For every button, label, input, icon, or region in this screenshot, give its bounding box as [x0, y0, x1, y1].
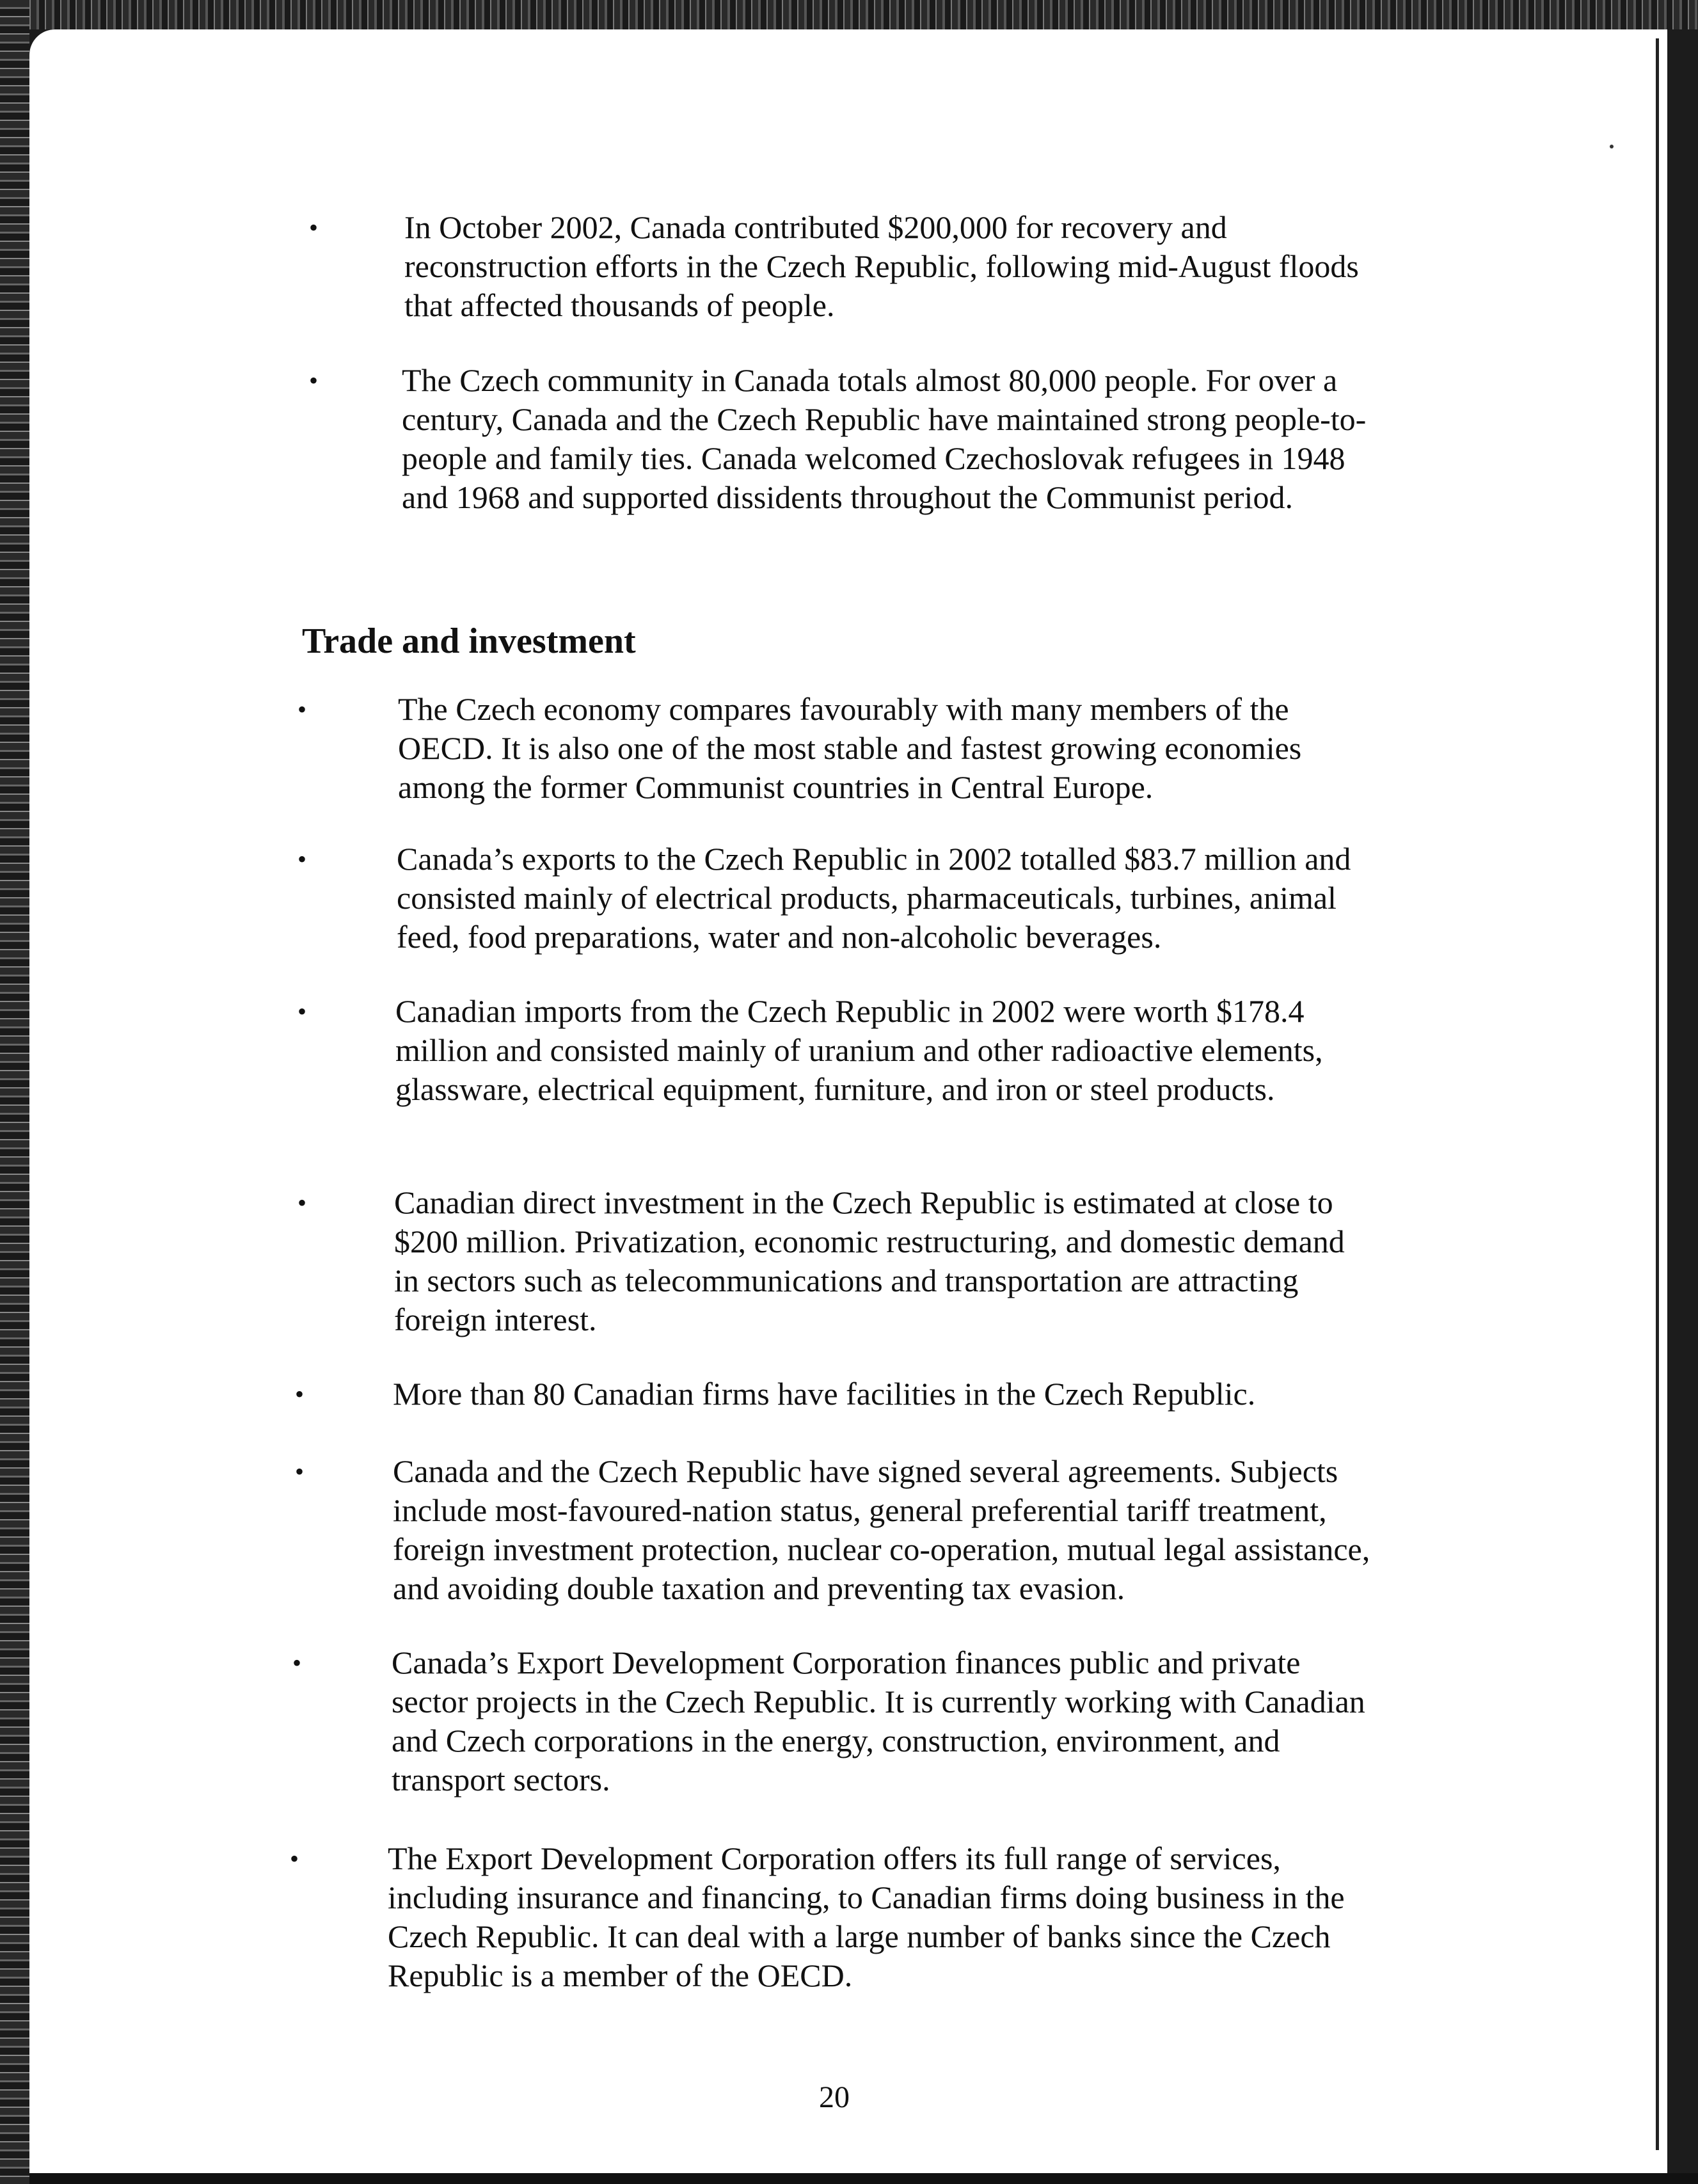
list-item: Canadian imports from the Czech Republic in 2002 were worth $178.4 million and consisted mainly of uranium and other radioactive elements, glassware, electrical equipment, furniture, and iron or steel products.: [395, 993, 1323, 1107]
list-item: Canada and the Czech Republic have signed several agreements. Subjects include most-favoured-nation status, general preferential tariff treatment, foreign investment protection, nuclear co-operation, mutual legal assistance, and avoiding double taxation and preventing tax evasion.: [393, 1453, 1370, 1606]
bullet-marker: •: [309, 366, 319, 395]
bullet-marker: •: [295, 1457, 305, 1486]
list-item: More than 80 Canadian firms have facilities in the Czech Republic.: [393, 1376, 1256, 1412]
list-item: In October 2002, Canada contributed $200,000 for recovery and reconstruction efforts in the Czech Republic, following mid-August floods that affected thousands of people.: [404, 209, 1359, 323]
page-number: 20: [819, 2080, 850, 2114]
bullet-marker: •: [295, 1380, 305, 1408]
bullet-marker: •: [298, 845, 307, 873]
bullet-marker: •: [298, 1188, 307, 1217]
bullet-marker: •: [309, 213, 319, 242]
list-item: Canada’s exports to the Czech Republic in 2002 totalled $83.7 million and consisted mainly of electrical products, pharmaceuticals, turbines, animal feed, food preparations, water and non-alcoholic beverages.: [397, 841, 1351, 955]
bullet-marker: •: [298, 695, 307, 724]
list-item: The Czech community in Canada totals almost 80,000 people. For over a century, Canada and the Czech Republic have maintained strong people-to-people and family ties. Canada welcomed Czechoslovak refugees in 1948 and 1968 and supported dissidents throughout the Communist period.: [402, 362, 1367, 515]
list-item: Canada’s Export Development Corporation finances public and private sector projects in the Czech Republic. It is currently working with Canadian and Czech corporations in the energy, construction, environment, and transport sectors.: [392, 1645, 1365, 1797]
list-item: The Export Development Corporation offers its full range of services, including insurance and financing, to Canadian firms doing business in the Czech Republic. It can deal with a large number of banks since the Czech Republic is a member of the OECD.: [388, 1840, 1345, 1993]
bullet-marker: •: [298, 997, 307, 1026]
list-item: The Czech economy compares favourably with many members of the OECD. It is also one of the most stable and fastest growing economies among the former Communist countries in Central Europe.: [398, 691, 1302, 805]
bullet-marker: •: [290, 1844, 299, 1873]
bullet-marker: •: [292, 1648, 302, 1677]
section-heading: Trade and investment: [302, 621, 636, 661]
list-item: Canadian direct investment in the Czech Republic is estimated at close to $200 million. Privatization, economic restructuring, and domestic demand in sectors such as telecommunications and transportation are attracting foreign interest.: [394, 1184, 1345, 1337]
